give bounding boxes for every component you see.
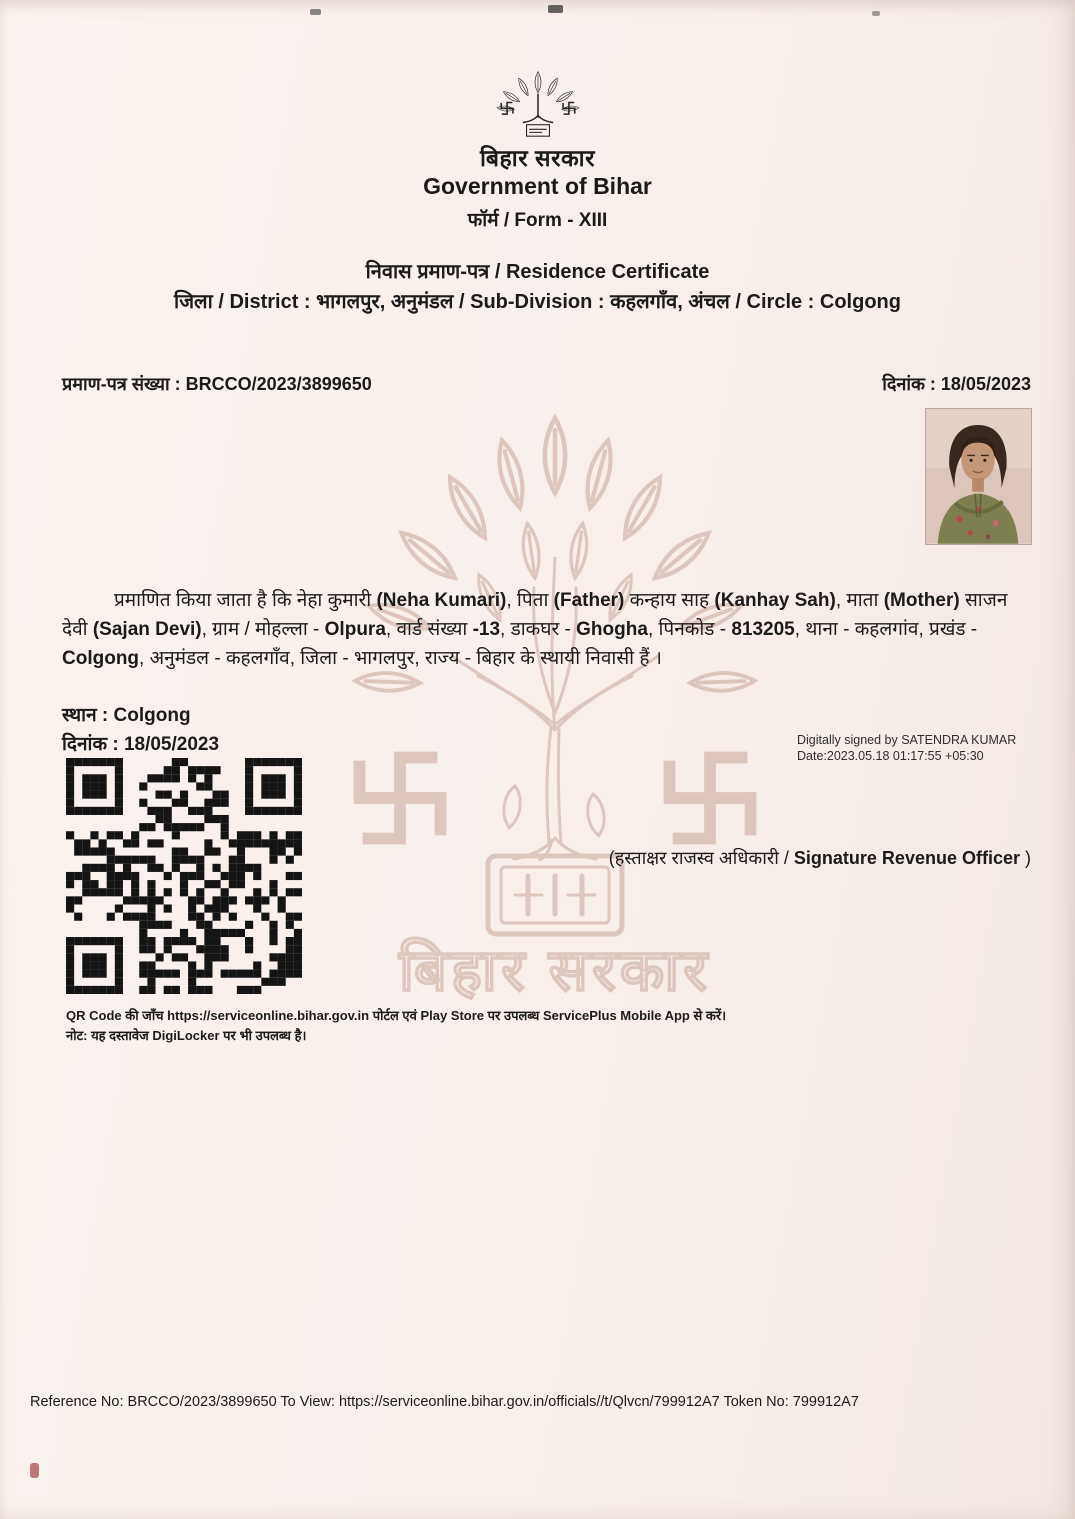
qr-code-icon: [66, 758, 302, 994]
swastika-left-icon: [501, 102, 513, 114]
text-run: , डाकघर -: [500, 619, 577, 640]
text-run: (Neha Kumari): [376, 590, 507, 611]
certificate-title: निवास प्रमाण-पत्र / Residence Certificate: [365, 261, 710, 283]
swastika-right-icon: [670, 758, 751, 839]
text-run: , थाना - कहलगांव, प्रखंड -: [794, 619, 978, 640]
place-label: स्थान :: [62, 705, 114, 726]
certificate-number-value: BRCCO/2023/3899650: [185, 374, 372, 394]
emblem-tree-icon: [488, 56, 588, 140]
emblem-base-box: [526, 125, 549, 136]
reference-footer: Reference No: BRCCO/2023/3899650 To View: https://serviceonline.bihar.gov.in/officials//t/Qlvcn/799912A7 Token No: 799912A7: [30, 1394, 859, 1410]
signature-caption: [609, 846, 1031, 870]
signing-date-value: 18/05/2023: [123, 734, 220, 755]
seal-box-icon: [488, 856, 622, 934]
seed-pod-icon: [585, 793, 606, 837]
text-run: , अनुमंडल - कहलगाँव, जिला - भागलपुर, राज्य - बिहार के स्थायी निवासी हैं ।: [139, 648, 662, 669]
text-run: Colgong: [62, 648, 140, 669]
scan-artifact: [310, 9, 321, 15]
text-run: Ghogha: [576, 619, 648, 640]
watermark-text: बिहार सरकार: [398, 938, 712, 1003]
text-run: साजन देवी: [62, 590, 1008, 640]
text-run: (Father): [553, 590, 625, 611]
district-subdivision-circle-line: जिला / District : भागलपुर, अनुमंडल / Sub-Division : कहलगाँव, अंचल / Circle : Colgong: [174, 291, 901, 313]
digital-signature-line2: Date:2023.05.18 01:17:55 +05:30: [797, 749, 984, 763]
signing-date-line: [62, 730, 219, 756]
bihar-government-emblem: [488, 56, 588, 140]
issue-date-line: [882, 372, 1031, 396]
applicant-photo: [925, 408, 1032, 545]
qr-note-line1: QR Code की जाँच https://serviceonline.bihar.gov.in पोर्टल एवं Play Store पर उपलब्ध ServicePlus Mobile App से करें।: [66, 1008, 727, 1023]
swastika-left-icon: [360, 758, 441, 839]
certificate-number-line: [62, 372, 372, 396]
signature-caption-hindi: (हस्ताक्षर राजस्व अधिकारी /: [608, 848, 794, 868]
form-number-line: फॉर्म / Form - XIII: [467, 210, 608, 231]
text-run: , पिता: [506, 590, 554, 611]
text-run: -13: [472, 619, 501, 640]
text-run: (Sajan Devi): [92, 619, 202, 640]
certificate-statement: [62, 586, 1035, 673]
qr-code: [66, 758, 302, 994]
text-run: , ग्राम / मोहल्ला -: [201, 619, 325, 640]
text-run: , माता: [835, 590, 884, 611]
watermark-tree-icon: [330, 388, 780, 1003]
swastika-right-icon: [563, 102, 575, 114]
issue-date-value: 18/05/2023: [940, 374, 1031, 394]
qr-note-line2: नोट: यह दस्तावेज DigiLocker पर भी उपलब्ध है।: [66, 1028, 307, 1043]
qr-verification-notes: [66, 1006, 726, 1046]
seed-pod-icon: [501, 785, 522, 829]
meta-row: [62, 372, 1031, 396]
digital-signature-block: [797, 732, 1037, 764]
text-run: (Kanhay Sah): [714, 590, 836, 611]
text-run: प्रमाणित किया जाता है कि नेहा कुमारी: [114, 590, 377, 611]
digital-signature-line1: Digitally signed by SATENDRA KUMAR: [797, 733, 1017, 747]
text-run: , वार्ड संख्या: [385, 619, 473, 640]
scan-artifact: [30, 1463, 39, 1478]
signing-date-label: दिनांक :: [62, 734, 124, 755]
scan-artifact: [548, 5, 563, 13]
signature-caption-close: ): [1020, 848, 1031, 868]
text-run: 813205: [731, 619, 795, 640]
text-run: Olpura: [324, 619, 386, 640]
place-line: [62, 701, 191, 727]
org-name-hindi: बिहार सरकार: [479, 145, 596, 171]
applicant-photo-image: [926, 409, 1031, 544]
scan-artifact: [872, 11, 880, 16]
text-run: (Mother): [883, 590, 960, 611]
watermark: [330, 388, 780, 1003]
place-value: Colgong: [113, 705, 191, 726]
issue-date-label: दिनांक :: [882, 374, 941, 394]
org-name-english: Government of Bihar: [423, 173, 652, 199]
text-run: कन्हाय साह: [624, 590, 715, 611]
signature-caption-english: Signature Revenue Officer: [793, 848, 1020, 868]
certificate-number-label: प्रमाण-पत्र संख्या :: [62, 374, 186, 394]
text-run: , पिनकोड -: [647, 619, 732, 640]
